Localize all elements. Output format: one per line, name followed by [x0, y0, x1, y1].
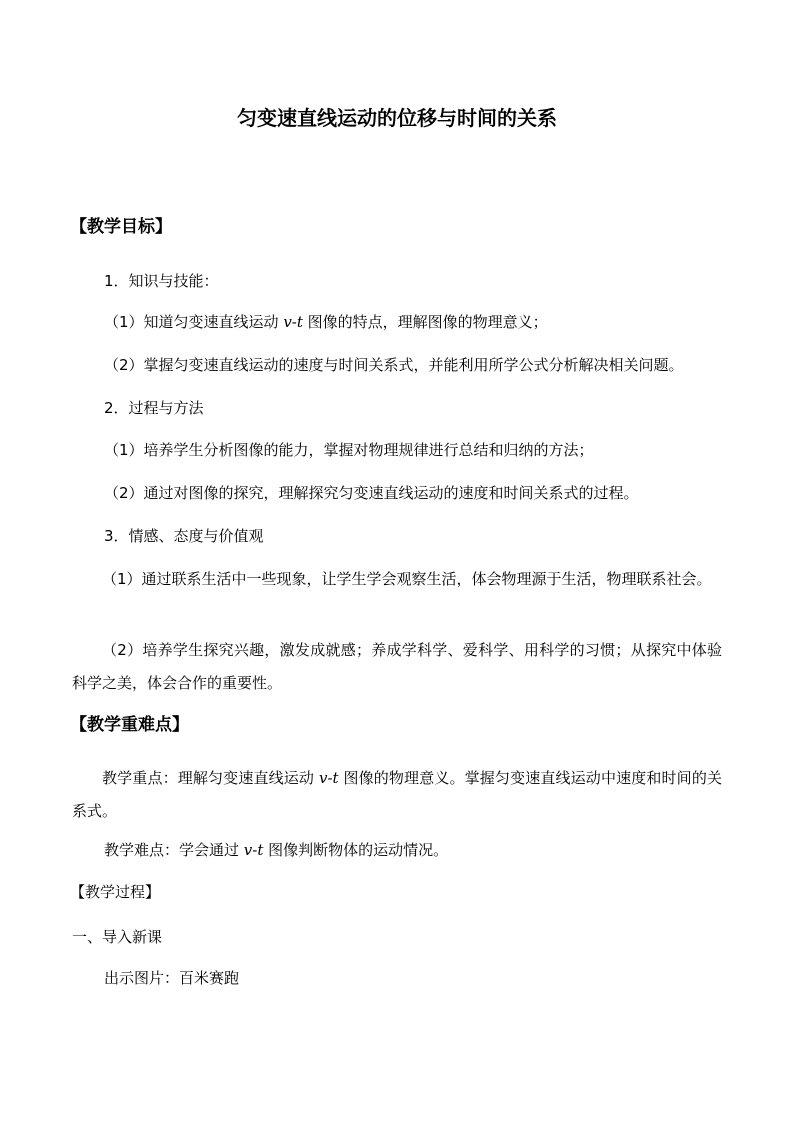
knowledge-item-2: （2）掌握匀变速直线运动的速度与时间关系式，并能利用所学公式分析解决相关问题。 [104, 356, 684, 374]
difficult-point [104, 838, 754, 862]
knowledge-heading: 1．知识与技能： [104, 272, 219, 290]
objectives-heading: 【教学目标】 [70, 217, 172, 237]
process-main-heading: 【教学过程】 [70, 883, 161, 901]
intro-heading: 一、导入新课 [72, 928, 163, 946]
emotion-item-1: （1）通过联系生活中一些现象，让学生学会观察生活，体会物理源于生活，物理联系社会。 [102, 570, 712, 588]
key-point-text-a: 教学重点：理解匀变速直线运动 [102, 769, 319, 787]
knowledge-item-1-text-b: 图像的特点，理解图像的物理意义； [302, 313, 548, 331]
key-point-text-b: 图像的物理意义。掌握匀变速直线运动中速度和时间的关系式。 [72, 769, 722, 820]
intro-text: 出示图片：百米赛跑 [104, 969, 240, 987]
knowledge-item-1-text-a: （1）知道匀变速直线运动 [104, 313, 284, 331]
knowledge-item-1 [104, 310, 754, 334]
keypoints-heading: 【教学重难点】 [70, 715, 189, 735]
difficult-point-text-b: 图像判断物体的运动情况。 [263, 841, 449, 859]
vt-symbol: v-t [318, 769, 339, 787]
emotion-item-2: （2）培养学生探究兴趣，激发成就感；养成学科学、爱科学、用科学的习惯；从探究中体验科学之美，体会合作的重要性。 [72, 641, 722, 692]
key-point [72, 762, 722, 828]
process-item-2: （2）通过对图像的探究，理解探究匀变速直线运动的速度和时间关系式的过程。 [104, 484, 639, 502]
difficult-point-text-a: 教学难点：学会通过 [104, 841, 244, 859]
process-item-1: （1）培养学生分析图像的能力，掌握对物理规律进行总结和归纳的方法； [104, 441, 594, 459]
vt-symbol: v-t [283, 313, 303, 331]
vt-symbol: v-t [243, 841, 264, 859]
page-title: 匀变速直线运动的位移与时间的关系 [237, 106, 557, 130]
process-heading: 2．过程与方法 [104, 399, 204, 417]
emotion-heading: 3．情感、态度与价值观 [104, 527, 264, 545]
